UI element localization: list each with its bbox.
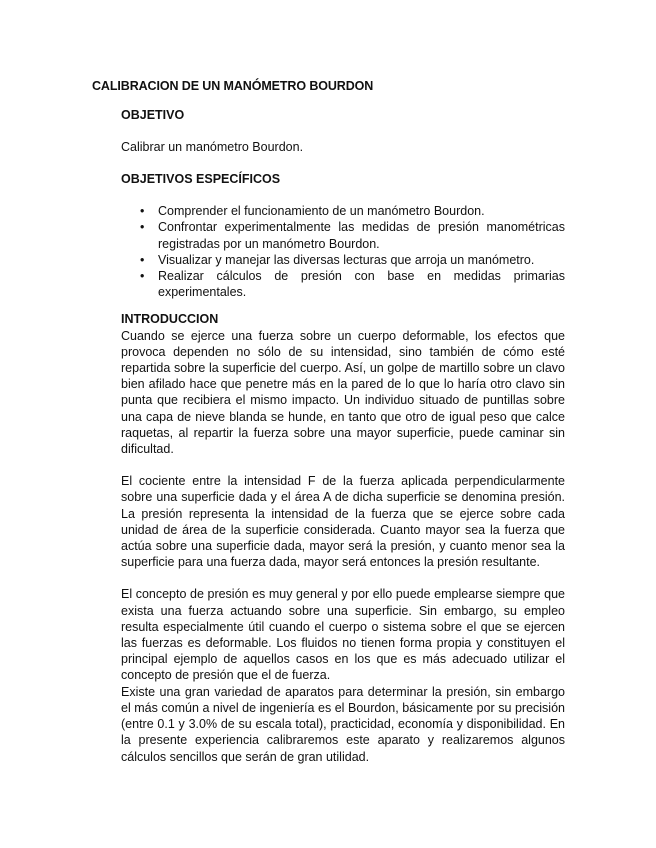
- document-body: [121, 108, 565, 765]
- list-item-text: Realizar cálculos de presión con base en medidas primarias experimentales.: [158, 269, 565, 300]
- list-item-text: Comprender el funcionamiento de un manómetro Bourdon.: [158, 204, 485, 219]
- intro-paragraph: Cuando se ejerce una fuerza sobre un cuerpo deformable, los efectos que provoca dependen no sólo de su intensidad, sino también de cómo esté repartida sobre la superficie del cuerpo. Así, un golpe de martillo sobre un clavo bien afilado hace que penetre más en la pared de lo que lo haría otro clavo sin punta que recibiera el mismo impacto. Un individuo situado de puntillas sobre una capa de nieve blanda se hunde, en tanto que otro de igual peso que calce raquetas, al repartir la fuerza sobre una mayor superficie, puede caminar sin dificultad.: [121, 328, 565, 457]
- list-item-text: Visualizar y manejar las diversas lecturas que arroja un manómetro.: [158, 252, 535, 267]
- list-item: [121, 203, 565, 219]
- document-title: CALIBRACION DE UN MANÓMETRO BOURDON: [92, 79, 374, 93]
- bullet-icon: •: [140, 269, 145, 284]
- introduccion-heading: INTRODUCCION: [121, 312, 219, 327]
- objetivos-especificos-heading: OBJETIVOS ESPECÍFICOS: [121, 172, 281, 187]
- list-item: [121, 219, 565, 251]
- objetivo-text: Calibrar un manómetro Bourdon.: [121, 140, 304, 154]
- list-item: [121, 252, 565, 268]
- intro-paragraph: Existe una gran variedad de aparatos para determinar la presión, sin embargo el más común a nivel de ingeniería es el Bourdon, básicamente por su precisión (entre 0.1 y 3.0% de su escala total), practicidad, economía y disponibilidad. En la presente experiencia calibraremos este aparato y realizaremos algunos cálculos sencillos que serán de gran utilidad.: [121, 684, 565, 764]
- bullet-icon: •: [140, 220, 145, 235]
- objetivos-especificos-list: [121, 203, 565, 300]
- bullet-icon: •: [140, 252, 145, 267]
- intro-paragraph: El cociente entre la intensidad F de la fuerza aplicada perpendicularmente sobre una superficie dada y el área A de dicha superficie se denomina presión. La presión representa la intensidad de la fuerza que se ejerce sobre cada unidad de área de la superficie considerada. Cuanto mayor sea la fuerza que actúa sobre una superficie dada, mayor será la presión, y cuanto menor sea la superficie para una fuerza dada, mayor será entonces la presión resultante.: [121, 474, 565, 570]
- objetivo-heading: OBJETIVO: [121, 108, 185, 122]
- list-item: [121, 268, 565, 300]
- bullet-icon: •: [140, 204, 145, 219]
- list-item-text: Confrontar experimentalmente las medidas de presión manométricas registradas por un manómetro Bourdon.: [158, 220, 565, 251]
- intro-paragraph: El concepto de presión es muy general y por ello puede emplearse siempre que exista una fuerza actuando sobre una superficie. Sin embargo, su empleo resulta especialmente útil cuando el cuerpo o sistema sobre el que se ejercen las fuerzas es deformable. Los fluidos no tienen forma propia y constituyen el principal ejemplo de aquellos casos en los que es más adecuado utilizar el concepto de presión que el de fuerza.: [121, 587, 565, 683]
